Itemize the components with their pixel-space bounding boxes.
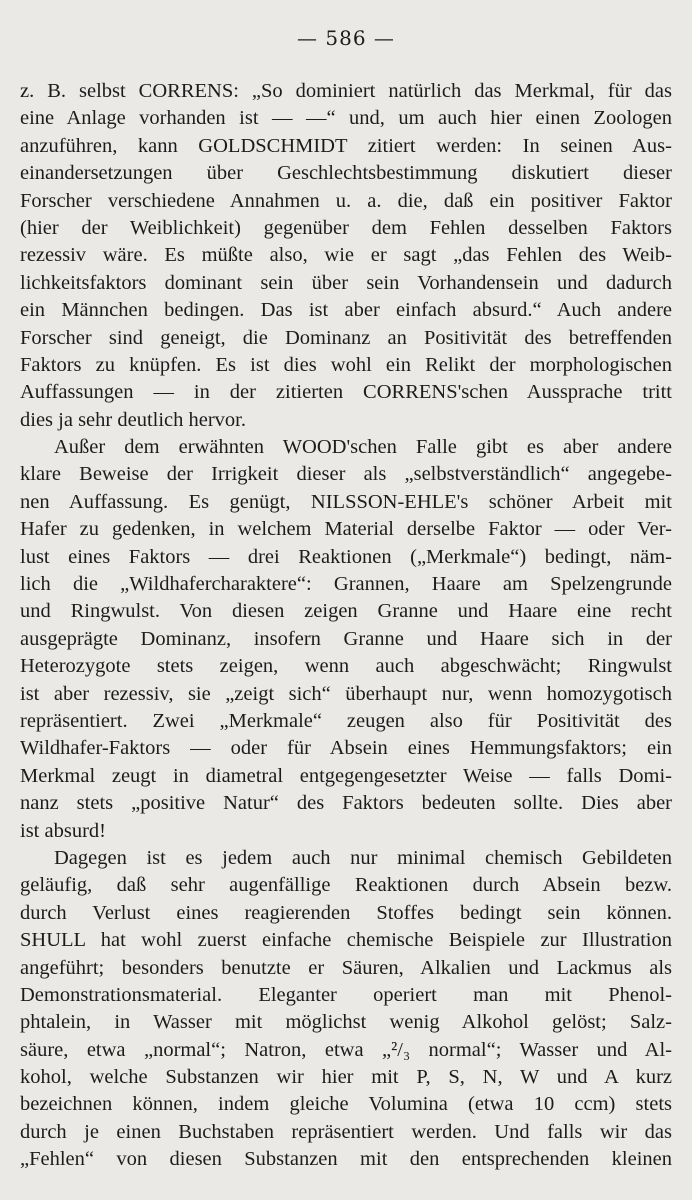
text-line: repräsentiert. Zwei „Merkmale“ zeugen also für Positivität des <box>20 709 672 732</box>
text-line: lich die „Wildhafercharaktere“: Grannen, Haare am Spelzengrunde <box>20 573 672 596</box>
text-line: Außer dem erwähnten WOOD'schen Falle gibt es aber andere <box>54 436 672 459</box>
text-line: kohol, welche Substanzen wir hier mit P, S, N, W und A kurz <box>20 1066 672 1089</box>
text-line: dies ja sehr deutlich hervor. <box>20 408 247 431</box>
text-line: „Fehlen“ von diesen Substanzen mit den entsprechenden kleinen <box>20 1148 672 1171</box>
body-text <box>20 78 672 1174</box>
text-line: Heterozygote stets zeigen, wenn auch abgeschwächt; Ringwulst <box>20 655 672 678</box>
text-line: Auffassungen — in der zitierten CORRENS'schen Aussprache tritt <box>20 381 672 404</box>
text-line: einandersetzungen über Geschlechtsbestimmung diskutiert dieser <box>20 162 672 185</box>
text-line: ist absurd! <box>20 819 106 842</box>
text-line: Demonstrationsmaterial. Eleganter operiert man mit Phenol- <box>20 983 672 1006</box>
text-line: nanz stets „positive Natur“ des Faktors bedeuten sollte. Dies aber <box>20 792 672 815</box>
text-line: lust eines Faktors — drei Reaktionen („Merkmale“) bedingt, näm- <box>20 545 672 568</box>
text-line: phtalein, in Wasser mit möglichst wenig Alkohol gelöst; Salz- <box>20 1011 672 1034</box>
text-line: Dagegen ist es jedem auch nur minimal chemisch Gebildeten <box>54 846 672 869</box>
text-line: SHULL hat wohl zuerst einfache chemische Beispiele zur Illustration <box>20 929 672 952</box>
text-line: eine Anlage vorhanden ist — —“ und, um auch hier einen Zoologen <box>20 107 672 130</box>
text-line: anzuführen, kann GOLDSCHMIDT zitiert werden: In seinen Aus- <box>20 134 672 157</box>
text-line: und Ringwulst. Von diesen zeigen Granne und Haare eine recht <box>20 600 672 623</box>
text-line: lichkeitsfaktors dominant sein über sein Vorhandensein und dadurch <box>20 271 672 294</box>
text-line: Forscher verschiedene Annahmen u. a. die, daß ein positiver Faktor <box>20 189 672 212</box>
page-number: — 586 — <box>297 26 395 50</box>
text-line: durch je einen Buchstaben repräsentiert werden. Und falls wir das <box>20 1120 672 1143</box>
text-line: angeführt; besonders benutzte er Säuren, Alkalien und Lackmus als <box>20 956 672 979</box>
text-line: Hafer zu gedenken, in welchem Material derselbe Faktor — oder Ver- <box>20 518 672 541</box>
text-line: rezessiv wäre. Es müßte also, wie er sagt „das Fehlen des Weib- <box>20 244 672 267</box>
text-line: ist aber rezessiv, sie „zeigt sich“ überhaupt nur, wenn homozygotisch <box>20 682 672 705</box>
text-line: durch Verlust eines reagierenden Stoffes bedingt sein können. <box>20 901 672 924</box>
text-line: Faktors zu knüpfen. Es ist dies wohl ein Relikt der morphologischen <box>20 353 672 376</box>
text-line: ausgeprägte Dominanz, insofern Granne und Haare sich in der <box>20 627 672 650</box>
text-line: nen Auffassung. Es genügt, NILSSON-EHLE's schöner Arbeit mit <box>20 490 672 513</box>
text-line: klare Beweise der Irrigkeit dieser als „selbstverständlich“ angegebe- <box>20 463 672 486</box>
text-line: bezeichnen können, indem gleiche Volumina (etwa 10 ccm) stets <box>20 1093 672 1116</box>
text-line: Forscher sind geneigt, die Dominanz an Positivität des betreffenden <box>20 326 672 349</box>
text-line: ein Männchen bedingen. Das ist aber einfach absurd.“ Auch andere <box>20 299 672 322</box>
text-line: säure, etwa „normal“; Natron, etwa „²/₃ normal“; Wasser und Al- <box>20 1038 672 1061</box>
text-line: (hier der Weiblichkeit) gegenüber dem Fehlen desselben Faktors <box>20 216 672 239</box>
text-line: geläufig, daß sehr augenfällige Reaktionen durch Absein bezw. <box>20 874 672 897</box>
text-line: Merkmal zeugt in diametral entgegengesetzter Weise — falls Domi- <box>20 764 672 787</box>
text-line: Wildhafer-Faktors — oder für Absein eines Hemmungsfaktors; ein <box>20 737 672 760</box>
text-line: z. B. selbst CORRENS: „So dominiert natürlich das Merkmal, für das <box>20 80 672 102</box>
